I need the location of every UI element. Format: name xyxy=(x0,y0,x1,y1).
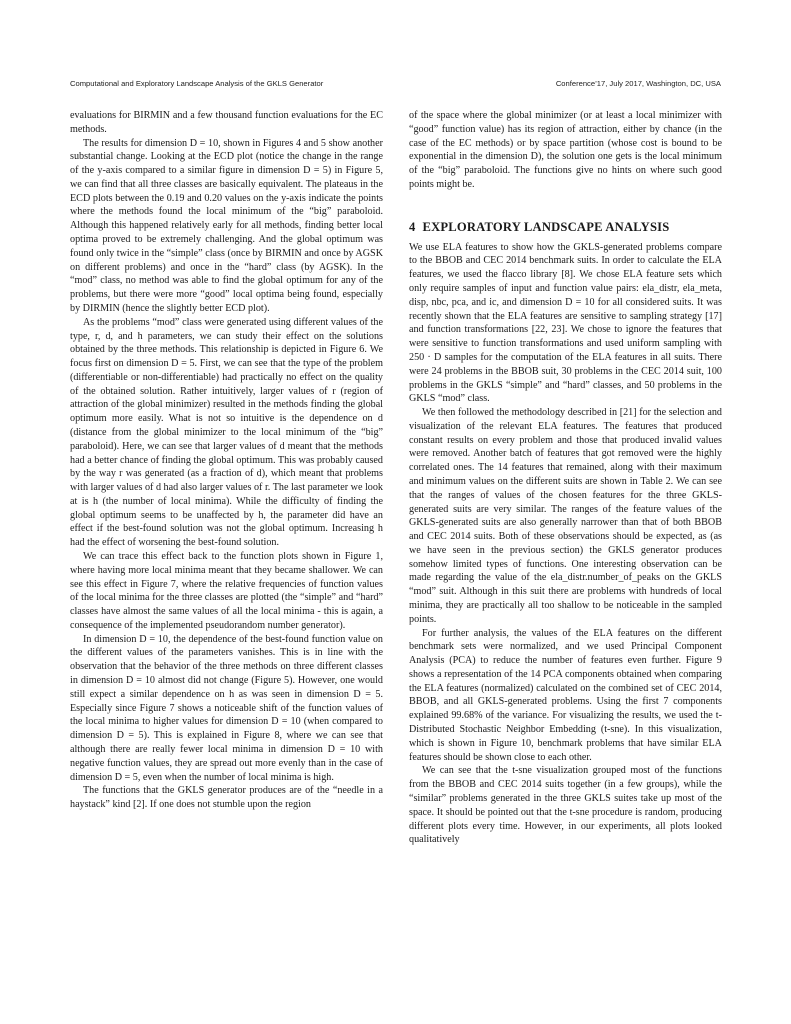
paragraph: The results for dimension D = 10, shown in Figures 4 and 5 show another substantial change. Looking at the ECD plot (notice the change in the range of the y-axis compared to a similar figure in dimension D = 5) in Figure 5, we can find that all three classes are basically equivalent. The plateaus in the ECD plots between the 0.19 and 0.20 values on the y-axis indicate the points where the methods found the local minimum of the “big” paraboloid. Although this happened relatively early for all methods, finding better local optima proved to be extremely challenging. And the global optimum was found only twice in the “simple” class (once by BIRMIN and once by AGSK on different problems) and once in the “hard” class (by AGSK). In the “mod” class, no method was able to find the global optimum for any of the problems, but there were more “good” local optima being found, especially by DIRMIN (hence the slightly better ECD plot). xyxy=(70,137,383,314)
header-paper-title: Computational and Exploratory Landscape Analysis of the GKLS Generator xyxy=(70,79,324,88)
paragraph: evaluations for BIRMIN and a few thousand function evaluations for the EC methods. xyxy=(70,110,383,135)
paragraph: We can see that the t-sne visualization grouped most of the functions from the BBOB and CEC 2014 suits together (in a few groups), while the “similar” problems generated in the three GKLS suites take up most of the space. It should be pointed out that the t-sne procedure is random, producing different plots every time. However, in our experiments, all plots looked qualitatively xyxy=(409,765,722,846)
right-column xyxy=(409,109,722,847)
running-header xyxy=(70,79,721,91)
left-column xyxy=(70,109,383,812)
section-number: 4 xyxy=(409,219,416,234)
paragraph: We then followed the methodology described in [21] for the selection and visualization of the relevant ELA features. The features that produced constant results on every problem and those that produced invalid values were removed. Another batch of features that got removed were the highly correlated ones. The 14 features that remained, along with their maximum and minimum values on the different suits are shown in Table 2. We can see that the ranges of values of the chosen features for the three GKLS-generated suits are very similar. The ranges of the feature values of the GKLS-generated suits are also generally narrower than that of both BBOB and CEC 2014 suits. Both of these observations should be expected, as (as we have seen in the previous section) the GKLS generator produces somehow limited types of functions. One interesting observation can be made regarding the value of the ela_distr.number_of_peaks on the GKLS “mod” suit. Although in this suit there are problems with hundreds of local minima, they are practically all too shallow to be noticeable in the sampled points. xyxy=(409,407,722,625)
paragraph: We use ELA features to show how the GKLS-generated problems compare to the BBOB and CEC 2014 benchmark suits. In order to calculate the ELA features, we used the flacco library [8]. We chose ELA feature sets which only require samples of input and function value pairs: ela_distr, ela_meta, disp, nbc, pca, and ic, and dimension D = 10 for all considered suits. It was recently shown that the ELA features are sensitive to sampling strategy [17] and function transformations [22, 23]. We chose to ignore the features that were sensitive to function transformations and used uniform sampling with 250 · D samples for the computation of the ELA features in all suits. There were 24 problems in the BBOB suit, 30 problems in the CEC 2014 suit, 100 problems in the GKLS “simple” and “hard” classes, and 50 problems in the GKLS “mod” class. xyxy=(409,241,722,405)
paragraph: For further analysis, the values of the ELA features on the different benchmark sets were normalized, and we used Principal Component Analysis (PCA) to reduce the number of features even further. Figure 9 shows a representation of the 14 PCA components obtained when comparing the ELA features (normalized) calculated on the combined set of CEC 2014, BBOB, and all GKLS-generated problems. Using the first 7 components explained 99.68% of the variance. For visualizing the results, we used the t-Distributed Stochastic Neighbor Embedding (t-sne). In this visualization, which is shown in Figure 10, benchmark problems that have similar ELA features should be shown close to each other. xyxy=(409,627,722,763)
paragraph: In dimension D = 10, the dependence of the best-found function value on the different values of the parameters vanishes. This is in line with the observation that the behavior of the three methods on three different classes in dimension D = 10 almost did not change (Figure 5). However, one would still expect a similar dependence on h as was seen in dimension D = 5. Especially since Figure 7 shows a noticeable shift of the function values of the local minima to higher values for dimension D = 10 (when compared to dimension D = 5). This is explained in Figure 8, where we can see that although there are really fewer local minima in dimension D = 10 with negative function values, they are spread out more evenly than in the case of dimension D = 5, even when the number of local minima is high. xyxy=(70,633,383,783)
paragraph: The functions that the GKLS generator produces are of the “needle in a haystack” kind [2]. If one does not stumble upon the region xyxy=(70,785,383,811)
header-conference: Conference’17, July 2017, Washington, DC, USA xyxy=(555,79,721,88)
paragraph: As the problems “mod” class were generated using different values of the type, r, d, and h parameters, we can study their effect on the solutions obtained by the three methods. This relationship is depicted in Figure 6. We focus first on dimension D = 5. First, we can see that the type of the problem (differentiable or non-differentiable) had practically no effect on the quality of the obtained solution. Rather intuitively, larger values of r (region of attraction of the global minimizer) resulted in the methods finding the global optimum more easily. What is not so intuitive is the dependence on d (distance from the global minimizer to the local minimum of the “big” paraboloid). Here, we can see that larger values of d meant that the methods had a better chance of finding the global optimum. This was probably caused by the way r was generated (as a fraction of d), which meant that problems with larger values of d had also larger values of r. The last parameter we look at is h (the number of local minima). While the difficulty of finding the global optimum seems to be unaffected by h, the parameter did have an effect if the best-found solution was not the global optimum. Increasing h had the effect of worsening the best-found solution. xyxy=(70,316,383,549)
section-title: EXPLORATORY LANDSCAPE ANALYSIS xyxy=(422,219,670,234)
paragraph: We can trace this effect back to the function plots shown in Figure 1, where having more local minima meant that they became shallower. We can see this effect in Figure 7, where the relative frequencies of function values of the local minima for the three classes are plotted (the “simple” and “hard” classes have almost the same values of all the local minima - this is again, a consequence of the implemented pseudorandom number generator). xyxy=(70,551,383,631)
section-heading xyxy=(409,220,722,235)
paragraph: of the space where the global minimizer (or at least a local minimizer with “good” function value) has its region of attraction, either by chance (in the case of the EC methods) or by space partition (whose cost is bound to be exponential in the dimension D), the solution one gets is the local minimum of the “big” paraboloid. The functions give no hints on where such good points might be. xyxy=(409,110,722,190)
